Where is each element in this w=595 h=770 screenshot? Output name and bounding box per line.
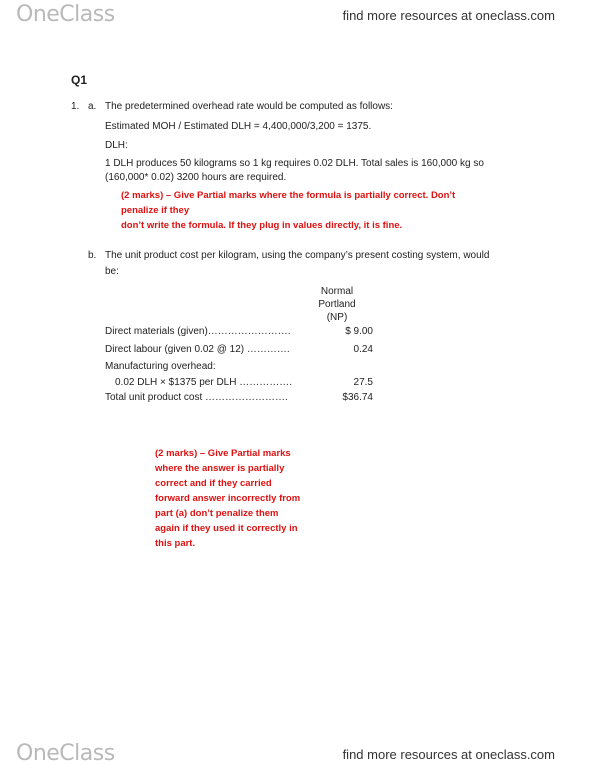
part-b-marking-note-line: again if they used it correctly in bbox=[155, 523, 298, 534]
part-b-marking-note-line: this part. bbox=[155, 538, 196, 549]
footer-resources-link[interactable]: find more resources at oneclass.com bbox=[342, 747, 555, 762]
header-resources-link[interactable]: find more resources at oneclass.com bbox=[342, 8, 555, 23]
cost-row-label: 0.02 DLH × $1375 per DLH ……………. bbox=[115, 377, 293, 388]
column-header-line: (NP) bbox=[326, 312, 348, 323]
part-a-marking-note bbox=[121, 188, 491, 233]
footer-logo-text: OneClass bbox=[16, 741, 115, 766]
part-a-letter: a. bbox=[88, 101, 97, 112]
cost-row-value: $ 9.00 bbox=[345, 326, 373, 337]
part-b-intro-line-2: be: bbox=[105, 266, 119, 277]
column-header-normal-portland bbox=[307, 285, 367, 324]
dlh-label: DLH: bbox=[105, 140, 128, 151]
cost-row-label: Total unit product cost ……………………. bbox=[105, 392, 288, 403]
part-b-letter: b. bbox=[88, 250, 97, 261]
cost-row-label: Manufacturing overhead: bbox=[105, 361, 216, 372]
part-b-marking-note-line: where the answer is partially bbox=[155, 463, 285, 474]
part-a-marking-note-line-2: don’t write the formula. If they plug in values directly, it is fine. bbox=[121, 220, 403, 231]
part-a-marking-note-line-1: (2 marks) – Give Partial marks where the formula is partially correct. Don’t penalize if they bbox=[121, 190, 456, 216]
oneclass-logo bbox=[16, 741, 115, 766]
part-b-marking-note bbox=[155, 446, 305, 551]
question-number: 1. bbox=[71, 101, 80, 112]
dlh-line-2: (160,000* 0.02) 3200 hours are required. bbox=[105, 172, 287, 183]
part-b-marking-note-line: (2 marks) – Give Partial marks bbox=[155, 448, 291, 459]
part-b-marking-note-line: part (a) don’t penalize them bbox=[155, 508, 279, 519]
cost-row-value: 0.24 bbox=[353, 344, 373, 355]
part-a-intro: The predetermined overhead rate would be computed as follows: bbox=[105, 101, 393, 112]
part-b-marking-note-line: forward answer incorrectly from bbox=[155, 493, 301, 504]
dlh-line-1: 1 DLH produces 50 kilograms so 1 kg requires 0.02 DLH. Total sales is 160,000 kg so bbox=[105, 158, 484, 169]
part-a-formula: Estimated MOH / Estimated DLH = 4,400,000/3,200 = 1375. bbox=[105, 121, 372, 132]
part-b-marking-note-line: correct and if they carried bbox=[155, 478, 272, 489]
question-title: Q1 bbox=[71, 73, 88, 87]
part-b-intro-line-1: The unit product cost per kilogram, using the company’s present costing system, would bbox=[105, 250, 490, 261]
column-header-line: Normal bbox=[320, 286, 354, 297]
cost-row-value: $36.74 bbox=[342, 392, 373, 403]
column-header-line: Portland bbox=[318, 299, 356, 310]
header-logo-text: OneClass bbox=[16, 2, 115, 27]
cost-row-label: Direct materials (given)……………………. bbox=[105, 326, 291, 337]
oneclass-logo bbox=[16, 2, 115, 27]
cost-row-value: 27.5 bbox=[353, 377, 373, 388]
cost-row-label: Direct labour (given 0.02 @ 12) …………. bbox=[105, 344, 290, 355]
